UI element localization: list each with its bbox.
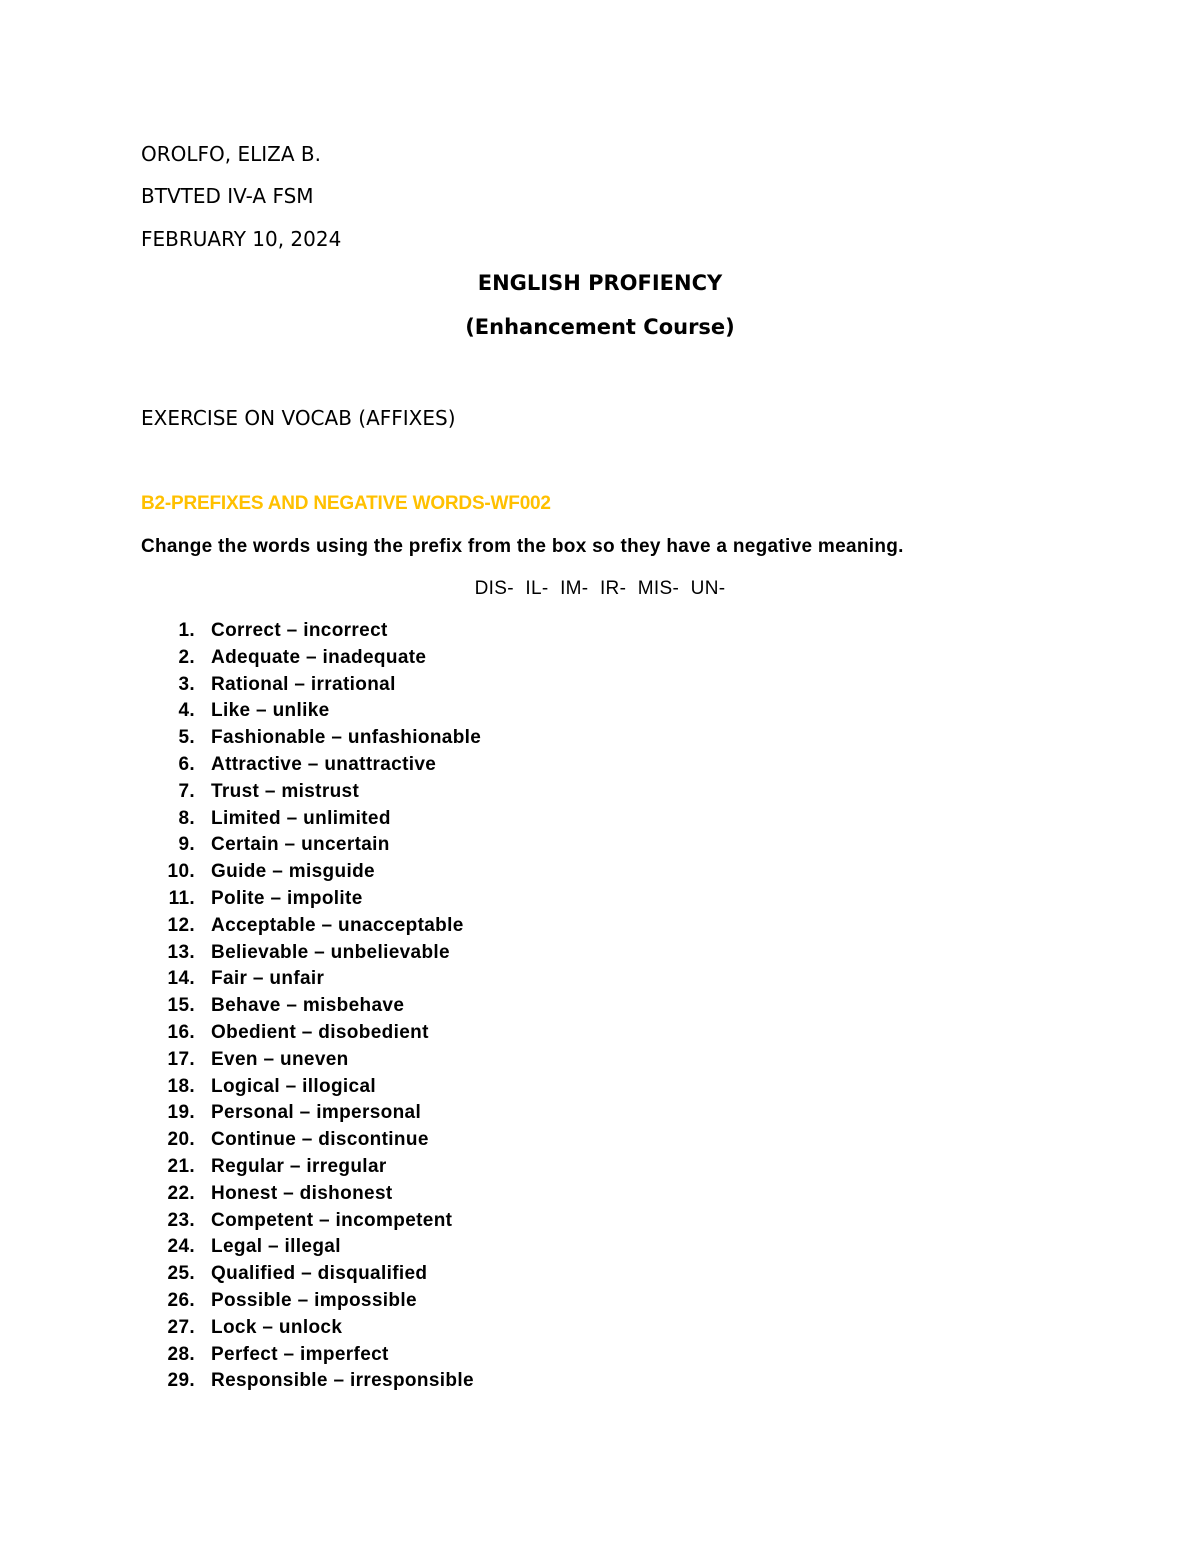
- list-item-number: 23.: [167, 1209, 195, 1231]
- list-item-text: Guide – misguide: [211, 861, 375, 883]
- prefix-box: DIS- IL- IM- IR- MIS- UN-: [474, 578, 726, 599]
- list-item-number: 8.: [178, 807, 195, 829]
- list-item-text: Certain – uncertain: [211, 834, 390, 856]
- list-item-number: 29.: [167, 1370, 195, 1392]
- list-item-number: 25.: [167, 1263, 195, 1285]
- list-item-number: 15.: [167, 995, 195, 1017]
- list-item-text: Legal – illegal: [211, 1236, 341, 1258]
- list-item-number: 18.: [167, 1075, 195, 1097]
- instruction-text: Change the words using the prefix from the box so they have a negative meaning.: [141, 536, 904, 557]
- list-item-number: 26.: [167, 1289, 195, 1311]
- list-item-number: 6.: [178, 753, 195, 775]
- list-item-text: Even – uneven: [211, 1048, 349, 1070]
- document-title: ENGLISH PROFIENCY: [477, 271, 723, 295]
- list-item-text: Perfect – imperfect: [211, 1343, 389, 1365]
- list-item-text: Like – unlike: [211, 700, 330, 722]
- list-item-number: 7.: [178, 780, 195, 802]
- list-item-number: 22.: [167, 1182, 195, 1204]
- list-item-text: Trust – mistrust: [211, 780, 360, 802]
- list-item-text: Acceptable – unacceptable: [211, 914, 464, 936]
- list-item-text: Competent – incompetent: [211, 1209, 453, 1231]
- list-item-text: Rational – irrational: [211, 673, 396, 695]
- list-item-text: Behave – misbehave: [211, 995, 405, 1017]
- list-item-text: Fair – unfair: [211, 968, 325, 990]
- list-item-text: Limited – unlimited: [211, 807, 391, 829]
- student-section: BTVTED IV-A FSM: [141, 184, 314, 208]
- list-item-number: 17.: [167, 1048, 195, 1070]
- exercise-label: EXERCISE ON VOCAB (AFFIXES): [141, 406, 456, 430]
- list-item-number: 12.: [167, 914, 195, 936]
- list-item-number: 28.: [167, 1343, 195, 1365]
- list-item-text: Possible – impossible: [211, 1289, 417, 1311]
- list-item-number: 20.: [167, 1129, 195, 1151]
- list-item-text: Believable – unbelievable: [211, 941, 450, 963]
- list-item-text: Responsible – irresponsible: [211, 1370, 474, 1392]
- list-item-number: 24.: [167, 1236, 195, 1258]
- list-item-text: Regular – irregular: [211, 1155, 387, 1177]
- list-item-number: 21.: [167, 1155, 195, 1177]
- list-item-number: 19.: [167, 1102, 195, 1124]
- list-item-text: Continue – discontinue: [211, 1129, 429, 1151]
- list-item-number: 3.: [178, 673, 195, 695]
- list-item-number: 16.: [167, 1021, 195, 1043]
- list-item-text: Attractive – unattractive: [211, 753, 437, 775]
- list-item-number: 4.: [178, 700, 195, 722]
- list-item-text: Honest – dishonest: [211, 1182, 393, 1204]
- list-item-number: 27.: [167, 1316, 195, 1338]
- document-subtitle: (Enhancement Course): [465, 315, 735, 339]
- list-item-text: Logical – illogical: [211, 1075, 377, 1097]
- list-item-number: 2.: [178, 646, 195, 668]
- list-item-text: Fashionable – unfashionable: [211, 727, 482, 749]
- list-item-text: Lock – unlock: [211, 1316, 343, 1338]
- list-item-number: 14.: [167, 968, 195, 990]
- list-item-number: 11.: [168, 887, 195, 909]
- list-item-text: Personal – impersonal: [211, 1102, 422, 1124]
- list-item-text: Polite – impolite: [211, 887, 363, 909]
- list-item-text: Obedient – disobedient: [211, 1021, 429, 1043]
- list-item-text: Adequate – inadequate: [211, 646, 427, 668]
- list-item-number: 13.: [167, 941, 195, 963]
- student-name: OROLFO, ELIZA B.: [141, 142, 321, 166]
- submission-date: FEBRUARY 10, 2024: [141, 227, 342, 251]
- list-item-number: 5.: [178, 727, 195, 749]
- list-item-number: 1.: [178, 620, 195, 641]
- list-item-text: Correct – incorrect: [211, 620, 388, 641]
- list-item-number: 9.: [178, 834, 195, 856]
- section-heading: B2-PREFIXES AND NEGATIVE WORDS-WF002: [141, 493, 551, 514]
- list-item-text: Qualified – disqualified: [211, 1263, 428, 1285]
- list-item-number: 10.: [167, 861, 195, 883]
